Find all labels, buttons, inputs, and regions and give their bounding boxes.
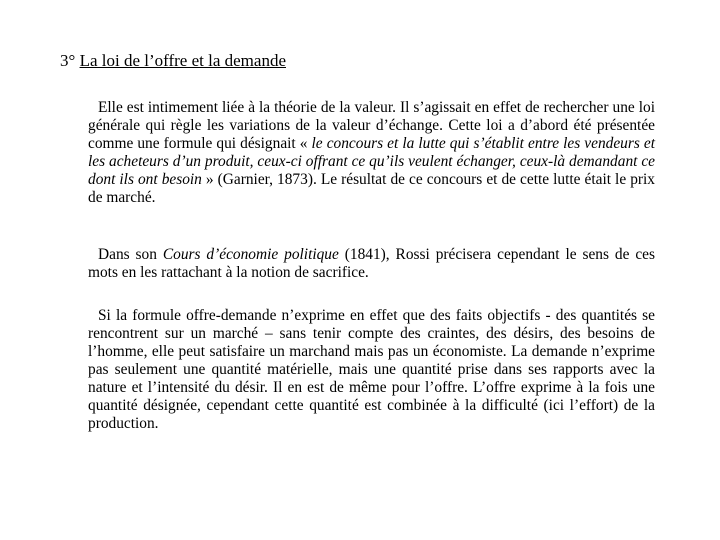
paragraph-1-text-end: » (Garnier, 1873). Le résultat de ce concours et de cette lutte était le prix de marché.: [88, 171, 655, 206]
paragraph-2-book-title: Cours d’économie politique: [162, 246, 339, 263]
paragraph-1-text-start: Elle est intimement liée à la théorie de la valeur. Il s’agissait en effet de rechercher une loi générale qui règle les variations de la valeur d’échange. Cette loi a d’abord été présentée comme une formule qui désignait «: [88, 99, 655, 152]
paragraph-1: [88, 99, 655, 207]
paragraph-1-quote: le concours et la lutte qui s’établit entre les vendeurs et les acheteurs d’un produit, ceux-ci offrant ce qu’ils veulent échanger, ceux-là demandant ce dont ils ont besoin: [88, 135, 655, 188]
paragraph-3-text: Si la formule offre-demande n’exprime en effet que des faits objectifs - des quantités se rencontrent sur un marché – sans tenir compte des craintes, des désirs, des besoins de l’homme, elle peut satisfaire un marchand mais pas un économiste. La demande n’exprime pas seulement une quantité matérielle, mais une quantité prise dans ses rapports avec la nature et l’intensité du désir. Il en est de même pour l’offre. L’offre exprime à la fois une quantité désignée, cependant cette quantité est combinée à la difficulté (ici l’effort) de la production.: [88, 307, 655, 432]
section-title: La loi de l’offre et la demande: [79, 51, 286, 70]
section-number: 3°: [60, 51, 76, 70]
paragraph-3: [88, 307, 655, 433]
paragraph-2-text-start: Dans son: [98, 246, 163, 263]
paragraph-2: [88, 246, 655, 282]
section-heading: [60, 50, 286, 72]
paragraph-2-text-end: (1841), Rossi précisera cependant le sens de ces mots en les rattachant à la notion de sacrifice.: [88, 246, 655, 281]
